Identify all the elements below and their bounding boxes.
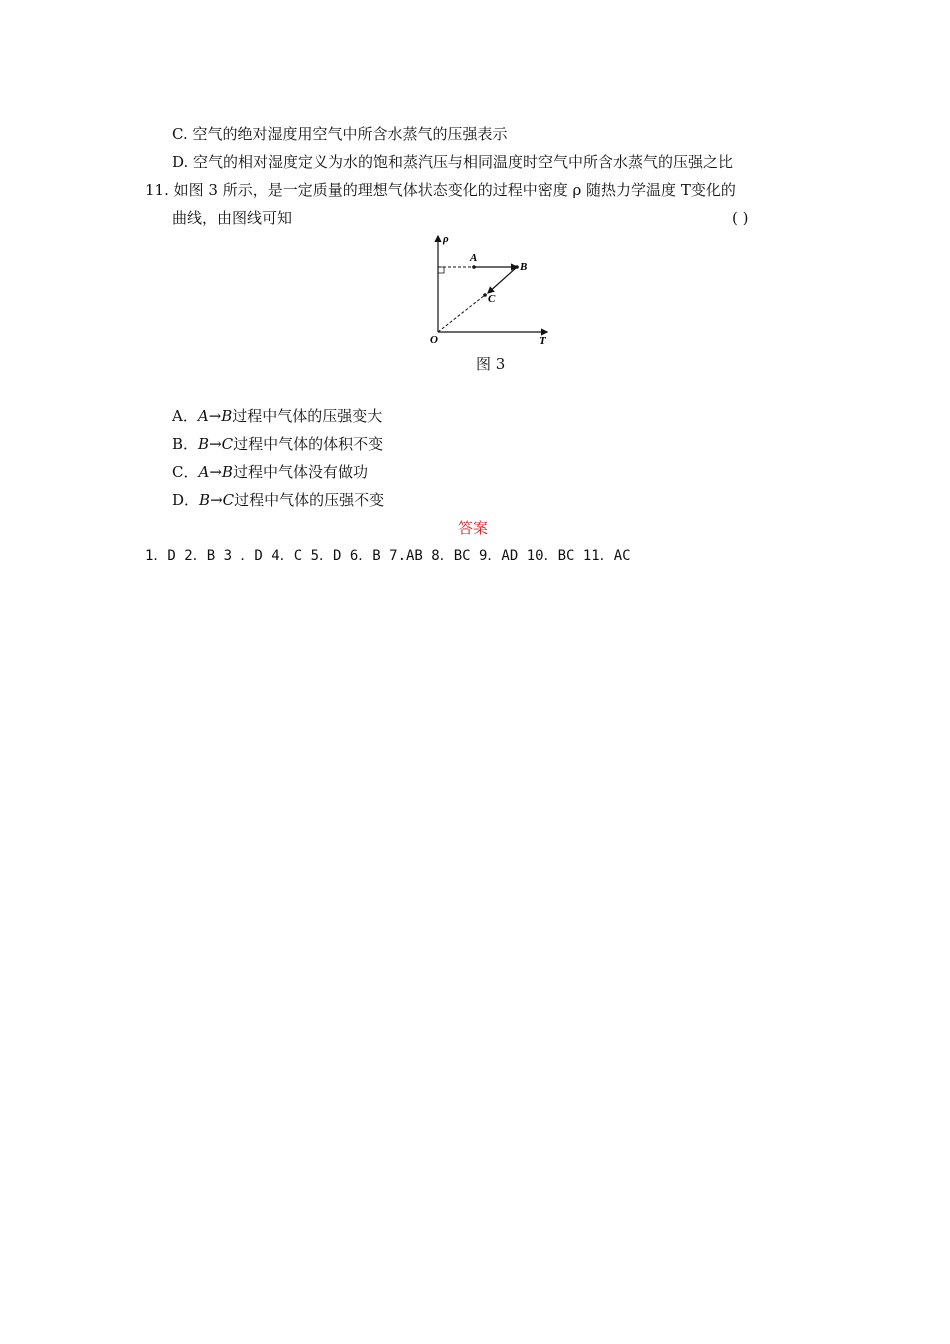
path-b-to-c [488, 267, 517, 293]
label-b: B [520, 261, 528, 273]
density-temperature-graph [425, 228, 555, 353]
label-c: C [488, 293, 496, 305]
label-o: O [430, 334, 438, 346]
point-b [515, 265, 519, 269]
option-d: D．B→C过程中气体的压强不变 [172, 491, 385, 509]
option-a: A．A→B过程中气体的压强变大 [172, 407, 383, 425]
label-t: T [539, 335, 546, 347]
answer-heading: 答案 [458, 519, 489, 537]
dashed-guide-origin [438, 295, 485, 332]
option-d-prev: D. 空气的相对湿度定义为水的饱和蒸汽压与相同温度时空气中所含水蒸气的压强之比 [172, 153, 734, 171]
question-11-stem-cont: 曲线，由图线可知 [172, 209, 293, 227]
right-angle-mark [438, 267, 444, 273]
point-a [472, 265, 476, 269]
option-b: B．B→C过程中气体的体积不变 [172, 435, 384, 453]
answer-blank: ( ) [732, 209, 749, 227]
label-rho: ρ [443, 233, 449, 245]
label-a: A [470, 252, 478, 264]
answer-list: 1．D 2．B 3 ．D 4．C 5．D 6．B 7.AB 8．BC 9．AD 10．BC 11．AC [145, 548, 631, 564]
point-c [483, 293, 487, 297]
question-11-stem: 11. 如图 3 所示，是一定质量的理想气体状态变化的过程中密度 ρ 随热力学温度 T变化的 [145, 181, 736, 199]
option-c: C．A→B过程中气体没有做功 [172, 463, 368, 481]
figure-caption: 图 3 [476, 355, 506, 373]
option-c-prev: C. 空气的绝对湿度用空气中所含水蒸气的压强表示 [172, 125, 508, 143]
